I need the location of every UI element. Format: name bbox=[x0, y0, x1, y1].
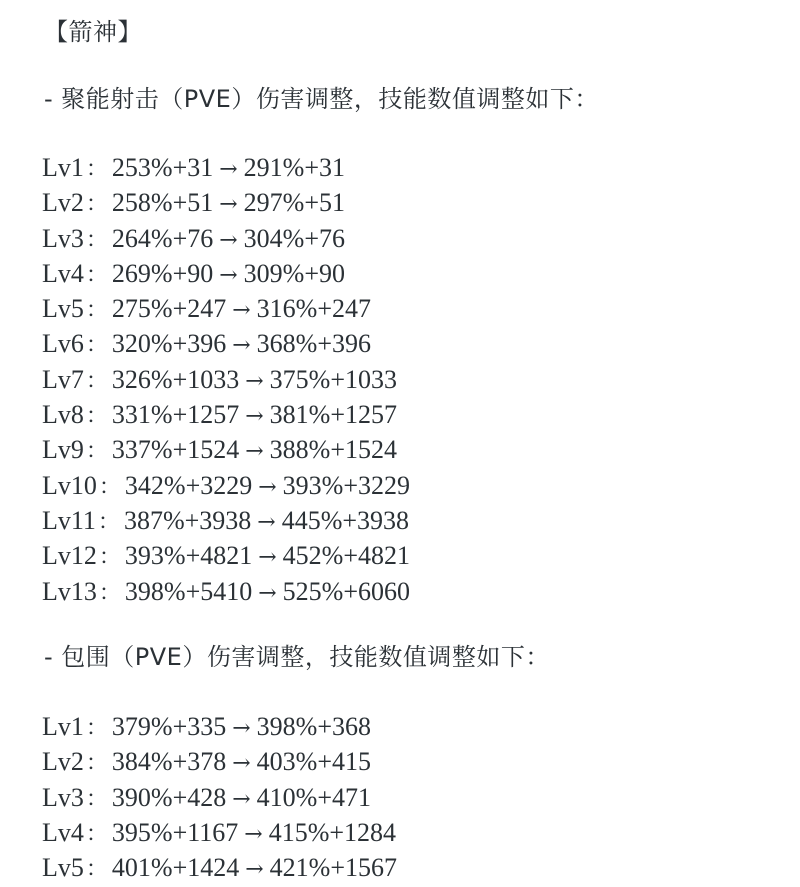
level-separator: ： bbox=[85, 333, 108, 359]
level-row bbox=[42, 256, 410, 291]
level-separator: ： bbox=[85, 192, 108, 218]
new-value: 398%+368 bbox=[256, 712, 371, 741]
arrow-right-icon: → bbox=[258, 474, 277, 500]
old-value: 258%+51 bbox=[111, 188, 214, 218]
old-value: 342%+3229 bbox=[124, 470, 253, 500]
arrow-right-icon: → bbox=[219, 227, 238, 253]
new-value: 304%+76 bbox=[243, 223, 345, 253]
new-value: 421%+1567 bbox=[269, 853, 397, 883]
level-label: Lv4 bbox=[42, 817, 84, 847]
new-value: 375%+1033 bbox=[269, 364, 397, 394]
new-value: 445%+3938 bbox=[281, 505, 410, 535]
level-label: Lv2 bbox=[42, 188, 84, 218]
level-separator: ： bbox=[85, 439, 108, 465]
new-value: 381%+1257 bbox=[269, 400, 397, 430]
level-row bbox=[42, 468, 410, 503]
new-value: 309%+90 bbox=[243, 258, 345, 288]
level-list-focused-shot bbox=[42, 150, 410, 609]
level-label: Lv11 bbox=[42, 505, 96, 535]
level-label: Lv3 bbox=[42, 782, 84, 812]
level-label: Lv9 bbox=[42, 435, 84, 465]
new-value: 291%+31 bbox=[243, 153, 345, 182]
new-value: 452%+4821 bbox=[282, 541, 410, 571]
old-value: 395%+1167 bbox=[111, 817, 239, 847]
level-row bbox=[42, 432, 410, 467]
new-value: 297%+51 bbox=[243, 188, 345, 218]
new-value: 316%+247 bbox=[256, 294, 371, 324]
level-row bbox=[42, 503, 410, 538]
old-value: 387%+3938 bbox=[123, 505, 252, 535]
level-separator: ： bbox=[85, 786, 108, 812]
level-row bbox=[42, 326, 410, 361]
level-label: Lv4 bbox=[42, 258, 84, 288]
old-value: 379%+335 bbox=[111, 712, 227, 741]
arrow-right-icon: → bbox=[245, 404, 264, 430]
level-row bbox=[42, 221, 410, 256]
level-label: Lv1 bbox=[42, 712, 84, 741]
level-separator: ： bbox=[85, 368, 108, 394]
old-value: 320%+396 bbox=[111, 329, 227, 359]
old-value: 264%+76 bbox=[111, 223, 214, 253]
level-label: Lv13 bbox=[42, 576, 97, 606]
level-separator: ： bbox=[98, 580, 121, 606]
arrow-right-icon: → bbox=[219, 157, 238, 182]
level-row bbox=[42, 538, 410, 573]
new-value: 415%+1284 bbox=[268, 817, 397, 847]
old-value: 337%+1524 bbox=[111, 435, 240, 465]
level-row bbox=[42, 780, 397, 815]
level-separator: ： bbox=[85, 821, 108, 847]
old-value: 384%+378 bbox=[111, 747, 227, 777]
new-value: 525%+6060 bbox=[282, 576, 410, 606]
level-separator: ： bbox=[85, 262, 108, 288]
level-label: Lv5 bbox=[42, 294, 84, 324]
arrow-right-icon: → bbox=[258, 545, 277, 571]
old-value: 393%+4821 bbox=[124, 541, 253, 571]
arrow-right-icon: → bbox=[245, 368, 264, 394]
old-value: 331%+1257 bbox=[111, 400, 240, 430]
level-label: Lv5 bbox=[42, 853, 84, 883]
level-label: Lv1 bbox=[42, 153, 84, 182]
level-row bbox=[42, 709, 397, 744]
level-row bbox=[42, 185, 410, 220]
level-label: Lv8 bbox=[42, 400, 84, 430]
old-value: 326%+1033 bbox=[111, 364, 240, 394]
level-row bbox=[42, 362, 410, 397]
level-separator: ： bbox=[85, 298, 108, 324]
level-row bbox=[42, 150, 410, 185]
section-heading-focused-shot: - 聚能射击（PVE）伤害调整，技能数值调整如下： bbox=[44, 85, 599, 113]
page-title: 【箭神】 bbox=[44, 18, 142, 46]
level-row bbox=[42, 850, 397, 885]
old-value: 269%+90 bbox=[111, 258, 214, 288]
new-value: 393%+3229 bbox=[282, 470, 410, 500]
level-row bbox=[42, 291, 410, 326]
new-value: 388%+1524 bbox=[269, 435, 397, 465]
level-separator: ： bbox=[98, 474, 121, 500]
level-label: Lv12 bbox=[42, 541, 97, 571]
level-list-encircle bbox=[42, 709, 397, 885]
level-label: Lv3 bbox=[42, 223, 84, 253]
arrow-right-icon: → bbox=[258, 580, 277, 606]
level-separator: ： bbox=[85, 716, 108, 741]
new-value: 410%+471 bbox=[256, 782, 371, 812]
arrow-right-icon: → bbox=[232, 333, 251, 359]
arrow-right-icon: → bbox=[219, 262, 238, 288]
level-label: Lv2 bbox=[42, 747, 84, 777]
level-separator: ： bbox=[85, 227, 108, 253]
arrow-right-icon: → bbox=[232, 716, 251, 741]
new-value: 403%+415 bbox=[256, 747, 371, 777]
level-separator: ： bbox=[85, 857, 108, 883]
level-label: Lv6 bbox=[42, 329, 84, 359]
new-value: 368%+396 bbox=[256, 329, 371, 359]
level-separator: ： bbox=[85, 157, 108, 182]
arrow-right-icon: → bbox=[219, 192, 238, 218]
section-heading-encircle: - 包围（PVE）伤害调整，技能数值调整如下： bbox=[44, 643, 550, 671]
level-separator: ： bbox=[98, 545, 121, 571]
old-value: 253%+31 bbox=[111, 153, 214, 182]
arrow-right-icon: → bbox=[257, 509, 276, 535]
level-row bbox=[42, 574, 410, 609]
old-value: 398%+5410 bbox=[124, 576, 253, 606]
old-value: 275%+247 bbox=[111, 294, 227, 324]
level-row bbox=[42, 815, 397, 850]
level-row bbox=[42, 744, 397, 779]
level-row bbox=[42, 397, 410, 432]
arrow-right-icon: → bbox=[245, 857, 264, 883]
level-separator: ： bbox=[85, 404, 108, 430]
level-separator: ： bbox=[85, 751, 108, 777]
old-value: 390%+428 bbox=[111, 782, 227, 812]
level-label: Lv10 bbox=[42, 470, 97, 500]
arrow-right-icon: → bbox=[232, 786, 251, 812]
arrow-right-icon: → bbox=[232, 298, 251, 324]
arrow-right-icon: → bbox=[245, 439, 264, 465]
arrow-right-icon: → bbox=[232, 751, 251, 777]
level-separator: ： bbox=[97, 509, 120, 535]
level-label: Lv7 bbox=[42, 364, 84, 394]
arrow-right-icon: → bbox=[244, 821, 263, 847]
old-value: 401%+1424 bbox=[111, 853, 240, 883]
